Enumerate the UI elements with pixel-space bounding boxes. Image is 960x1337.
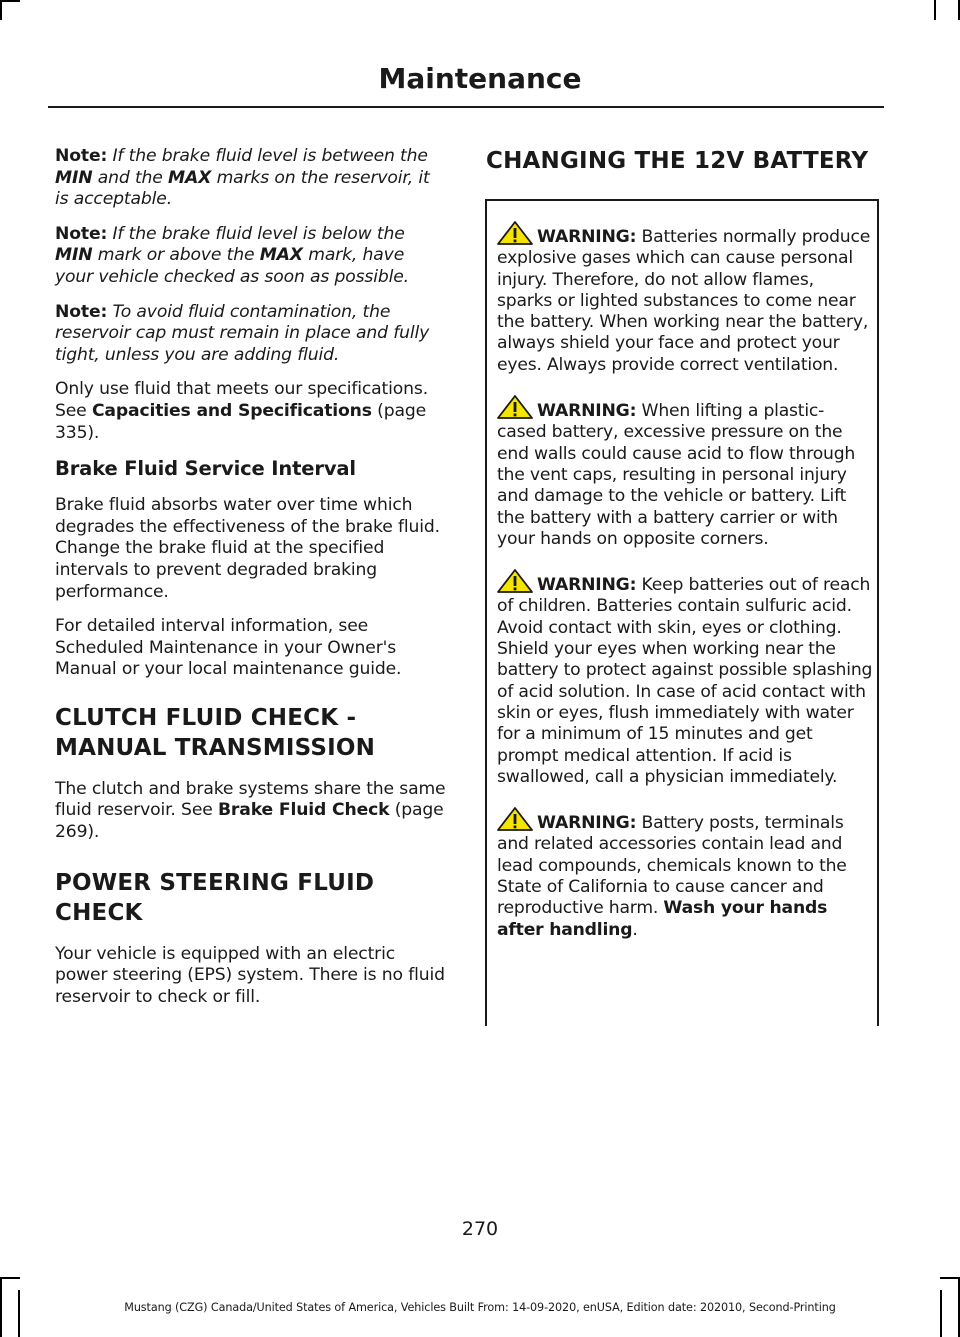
warning-item: WARNING: When lifting a plastic-cased battery, excessive pressure on the end walls could cause acid to flow through the vent caps, resulting in personal injury and damage to the vehicle or battery. Lift the battery with a battery carrier or with your hands on opposite corners. [497,395,873,550]
warning-box [485,199,879,1026]
warning-triangle-icon [497,807,533,831]
note-fluid-contamination: Note: To avoid fluid contamination, the reservoir cap must remain in place and fully tight, unless you are adding fluid. [55,301,430,365]
page-footer: Mustang (CZG) Canada/United States of America, Vehicles Built From: 14-09-2020, enUSA, Edition date: 202010, Second-Printing [124,1301,836,1314]
left-column [55,146,447,1021]
specifications-paragraph: Only use fluid that meets our specifications. See Capacities and Specifications (page 335). [55,379,429,443]
warning-item: WARNING: Battery posts, terminals and related accessories contain lead and lead compounds, chemicals known to the State of California to cause cancer and reproductive harm. Wash your hands after handling. [497,807,873,941]
warning-list [497,221,873,960]
note-brake-level-out-of-range: Note: If the brake fluid level is below the MIN mark or above the MAX mark, have your vehicle checked as soon as possible. [55,223,409,287]
crop-mark [934,0,936,20]
note-brake-level-acceptable: Note: If the brake fluid level is between the MIN and the MAX marks on the reservoir, it is acceptable. [55,146,430,210]
power-steering-section-heading: POWER STEERING FLUID CHECK [55,869,375,926]
crop-mark [0,0,2,20]
clutch-paragraph: The clutch and brake systems share the same fluid reservoir. See Brake Fluid Check (page 269). [55,778,446,843]
page-number: 270 [461,1218,499,1240]
brake-fluid-check-link[interactable]: Brake Fluid Check [217,800,390,821]
warning-triangle-icon [497,395,533,419]
crop-mark [940,1277,960,1279]
warning-triangle-icon [497,221,533,245]
page-header-title: Maintenance [378,62,582,95]
battery-section-heading: CHANGING THE 12V BATTERY [486,148,869,174]
interval-info-paragraph: For detailed interval information, see Scheduled Maintenance in your Owner's Manual or your local maintenance guide. [55,616,402,680]
warning-triangle-icon [497,569,533,593]
crop-mark [0,0,20,2]
clutch-section-heading: CLUTCH FLUID CHECK - MANUAL TRANSMISSION [55,704,376,761]
header-rule [48,106,884,108]
power-steering-paragraph: Your vehicle is equipped with an electric power steering (EPS) system. There is no fluid reservoir to check or fill. [55,943,445,1007]
right-column [486,146,878,192]
brake-interval-paragraph: Brake fluid absorbs water over time which degrades the effectiveness of the brake fluid. Change the brake fluid at the specified intervals to prevent degraded braking performance. [55,495,440,602]
capacities-link[interactable]: Capacities and Specifications [91,400,372,421]
crop-mark [0,1277,20,1279]
warning-item: WARNING: Keep batteries out of reach of children. Batteries contain sulfuric acid. Avoid contact with skin, eyes or clothing. Shield your eyes when working near the battery to protect against possible splashing of acid solution. In case of acid contact with skin or eyes, flush immediately with water for a minimum of 15 minutes and get prompt medical attention. If acid is swallowed, call a physician immediately. [497,569,873,788]
brake-interval-heading: Brake Fluid Service Interval [55,457,356,481]
warning-item: WARNING: Batteries normally produce explosive gases which can cause personal injury. Therefore, do not allow flames, sparks or lighted substances to come near the battery. When working near the battery, always shield your face and protect your eyes. Always provide correct ventilation. [497,221,873,376]
